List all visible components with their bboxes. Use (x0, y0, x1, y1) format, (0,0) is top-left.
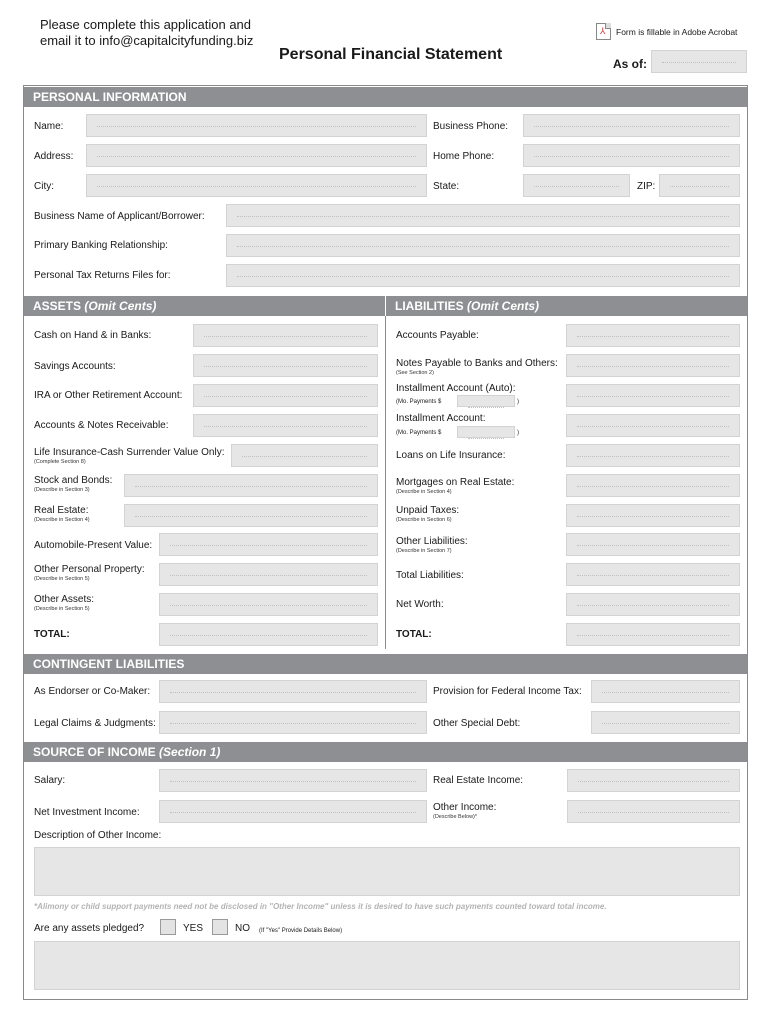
assets-total-field[interactable] (159, 623, 378, 646)
business-phone-field[interactable] (523, 114, 740, 137)
installment-auto-field[interactable] (566, 384, 740, 407)
real-estate-text: Real Estate: (34, 505, 89, 516)
alimony-note: *Alimony or child support payments need not be disclosed in "Other Income" unless it is desired to have such payments counted toward total income. (34, 902, 607, 911)
zip-field[interactable] (659, 174, 740, 197)
total-liabilities-label: Total Liabilities: (396, 570, 464, 581)
installment-auto-sub: (Mo. Payments $ (396, 399, 442, 405)
other-personal-field[interactable] (159, 563, 378, 586)
business-name-field[interactable] (226, 204, 740, 227)
federal-tax-field[interactable] (591, 680, 740, 703)
section-assets-header (24, 296, 385, 316)
net-worth-field[interactable] (566, 593, 740, 616)
real-estate-label (34, 505, 90, 524)
installment-close: ) (517, 430, 519, 436)
notes-payable-text: Notes Payable to Banks and Others: (396, 358, 558, 369)
net-worth-label: Net Worth: (396, 599, 444, 610)
tax-returns-field[interactable] (226, 264, 740, 287)
yes-details-note: (If "Yes" Provide Details Below) (259, 928, 343, 934)
other-income-description-field[interactable] (34, 847, 740, 896)
loans-life-label: Loans on Life Insurance: (396, 450, 506, 461)
assets-pledged-label: Are any assets pledged? (34, 923, 145, 934)
state-label: State: (433, 181, 460, 192)
special-debt-field[interactable] (591, 711, 740, 734)
assets-total-label: TOTAL: (34, 629, 70, 640)
life-insurance-sub: (Complete Section 8) (34, 459, 86, 465)
installment-field[interactable] (566, 414, 740, 437)
stocks-field[interactable] (124, 474, 378, 497)
acrobat-note-text: Form is fillable in Adobe Acrobat (616, 26, 738, 37)
other-income-description-label: Description of Other Income: (34, 830, 162, 841)
stocks-label (34, 475, 112, 494)
address-label: Address: (34, 151, 74, 162)
page-title: Personal Financial Statement (279, 46, 503, 63)
tax-returns-label: Personal Tax Returns Files for: (34, 270, 171, 281)
real-estate-income-label: Real Estate Income: (433, 775, 524, 786)
life-insurance-label (34, 447, 224, 466)
receivable-field[interactable] (193, 414, 378, 437)
income-title: SOURCE OF INCOME (33, 745, 156, 759)
other-assets-text: Other Assets: (34, 594, 95, 605)
special-debt-label: Other Special Debt: (433, 718, 521, 729)
stocks-text: Stock and Bonds: (34, 475, 113, 486)
unpaid-taxes-sub: (Describe in Section 6) (396, 517, 452, 523)
zip-label: ZIP: (637, 181, 656, 192)
banking-label: Primary Banking Relationship: (34, 240, 168, 251)
section-liabilities-header (386, 296, 747, 316)
other-assets-sub: (Describe in Section 5) (34, 606, 90, 612)
section-personal-header: PERSONAL INFORMATION (24, 87, 747, 107)
ira-label: IRA or Other Retirement Account: (34, 390, 183, 401)
pdf-document-icon: ⅄ (596, 23, 611, 40)
ira-field[interactable] (193, 384, 378, 407)
net-investment-label: Net Investment Income: (34, 807, 140, 818)
automobile-field[interactable] (159, 533, 378, 556)
yes-label: YES (183, 923, 204, 934)
net-investment-field[interactable] (159, 800, 427, 823)
section-contingent-header: CONTINGENT LIABILITIES (24, 654, 747, 674)
total-liabilities-field[interactable] (566, 563, 740, 586)
yes-checkbox[interactable] (160, 919, 176, 935)
endorser-field[interactable] (159, 680, 427, 703)
cash-field[interactable] (193, 324, 378, 347)
other-income-field[interactable] (567, 800, 740, 823)
other-assets-label (34, 594, 94, 613)
real-estate-income-field[interactable] (567, 769, 740, 792)
automobile-label: Automobile-Present Value: (34, 540, 153, 551)
salary-label: Salary: (34, 775, 66, 786)
life-insurance-field[interactable] (231, 444, 378, 467)
mortgages-field[interactable] (566, 474, 740, 497)
other-income-sub: (Describe Below)* (433, 814, 478, 820)
other-personal-label (34, 564, 145, 583)
notes-payable-sub: (See Section 2) (396, 370, 434, 376)
federal-tax-label: Provision for Federal Income Tax: (433, 686, 582, 697)
state-field[interactable] (523, 174, 630, 197)
name-label: Name: (34, 121, 64, 132)
no-checkbox[interactable] (212, 919, 228, 935)
other-income-text: Other Income: (433, 802, 497, 813)
liabilities-total-label: TOTAL: (396, 629, 432, 640)
unpaid-taxes-text: Unpaid Taxes: (396, 505, 460, 516)
home-phone-label: Home Phone: (433, 151, 495, 162)
legal-claims-field[interactable] (159, 711, 427, 734)
other-liabilities-label (396, 536, 468, 555)
installment-label: Installment Account: (396, 413, 486, 424)
receivable-label: Accounts & Notes Receivable: (34, 420, 169, 431)
mortgages-sub: (Describe in Section 4) (396, 489, 452, 495)
name-field[interactable] (86, 114, 427, 137)
liabilities-title: LIABILITIES (395, 299, 464, 313)
installment-auto-payment-field[interactable] (457, 395, 515, 407)
no-label: NO (235, 923, 250, 934)
installment-payment-field[interactable] (457, 426, 515, 438)
as-of-field[interactable] (651, 50, 747, 73)
savings-label: Savings Accounts: (34, 361, 116, 372)
legal-claims-label: Legal Claims & Judgments: (34, 718, 156, 729)
installment-auto-label: Installment Account (Auto): (396, 383, 516, 394)
other-personal-text: Other Personal Property: (34, 564, 145, 575)
assets-note: (Omit Cents) (84, 299, 157, 313)
section-income-header (24, 742, 747, 762)
banking-field[interactable] (226, 234, 740, 257)
other-assets-field[interactable] (159, 593, 378, 616)
city-label: City: (34, 181, 54, 192)
liabilities-note: (Omit Cents) (467, 299, 540, 313)
other-income-label (433, 802, 496, 821)
stocks-sub: (Describe in Section 3) (34, 487, 90, 493)
real-estate-sub: (Describe in Section 4) (34, 517, 90, 523)
liabilities-total-field[interactable] (566, 623, 740, 646)
address-field[interactable] (86, 144, 427, 167)
endorser-label: As Endorser or Co-Maker: (34, 686, 151, 697)
loans-life-field[interactable] (566, 444, 740, 467)
home-phone-field[interactable] (523, 144, 740, 167)
city-field[interactable] (86, 174, 427, 197)
intro-text: Please complete this application and email it to info@capitalcityfunding.biz (40, 17, 254, 48)
as-of-label: As of: (613, 57, 647, 71)
other-liabilities-text: Other Liabilities: (396, 536, 468, 547)
accounts-payable-field[interactable] (566, 324, 740, 347)
business-name-label: Business Name of Applicant/Borrower: (34, 211, 205, 222)
income-note: (Section 1) (159, 745, 221, 759)
accounts-payable-label: Accounts Payable: (396, 330, 479, 341)
mortgages-label (396, 477, 514, 496)
acrobat-note (596, 23, 737, 40)
installment-sub: (Mo. Payments $ (396, 430, 442, 436)
installment-auto-close: ) (517, 399, 519, 405)
unpaid-taxes-field[interactable] (566, 504, 740, 527)
savings-field[interactable] (193, 354, 378, 377)
real-estate-field[interactable] (124, 504, 378, 527)
cash-label: Cash on Hand & in Banks: (34, 330, 152, 341)
business-phone-label: Business Phone: (433, 121, 509, 132)
other-liabilities-field[interactable] (566, 533, 740, 556)
life-insurance-text: Life Insurance-Cash Surrender Value Only: (34, 447, 225, 458)
column-divider (385, 316, 386, 649)
other-liabilities-sub: (Describe in Section 7) (396, 548, 452, 554)
other-personal-sub: (Describe in Section 5) (34, 576, 90, 582)
assets-title: ASSETS (33, 299, 82, 313)
mortgages-text: Mortgages on Real Estate: (396, 477, 515, 488)
unpaid-taxes-label (396, 505, 459, 524)
pledged-details-field[interactable] (34, 941, 740, 990)
salary-field[interactable] (159, 769, 427, 792)
notes-payable-label (396, 358, 558, 377)
notes-payable-field[interactable] (566, 354, 740, 377)
